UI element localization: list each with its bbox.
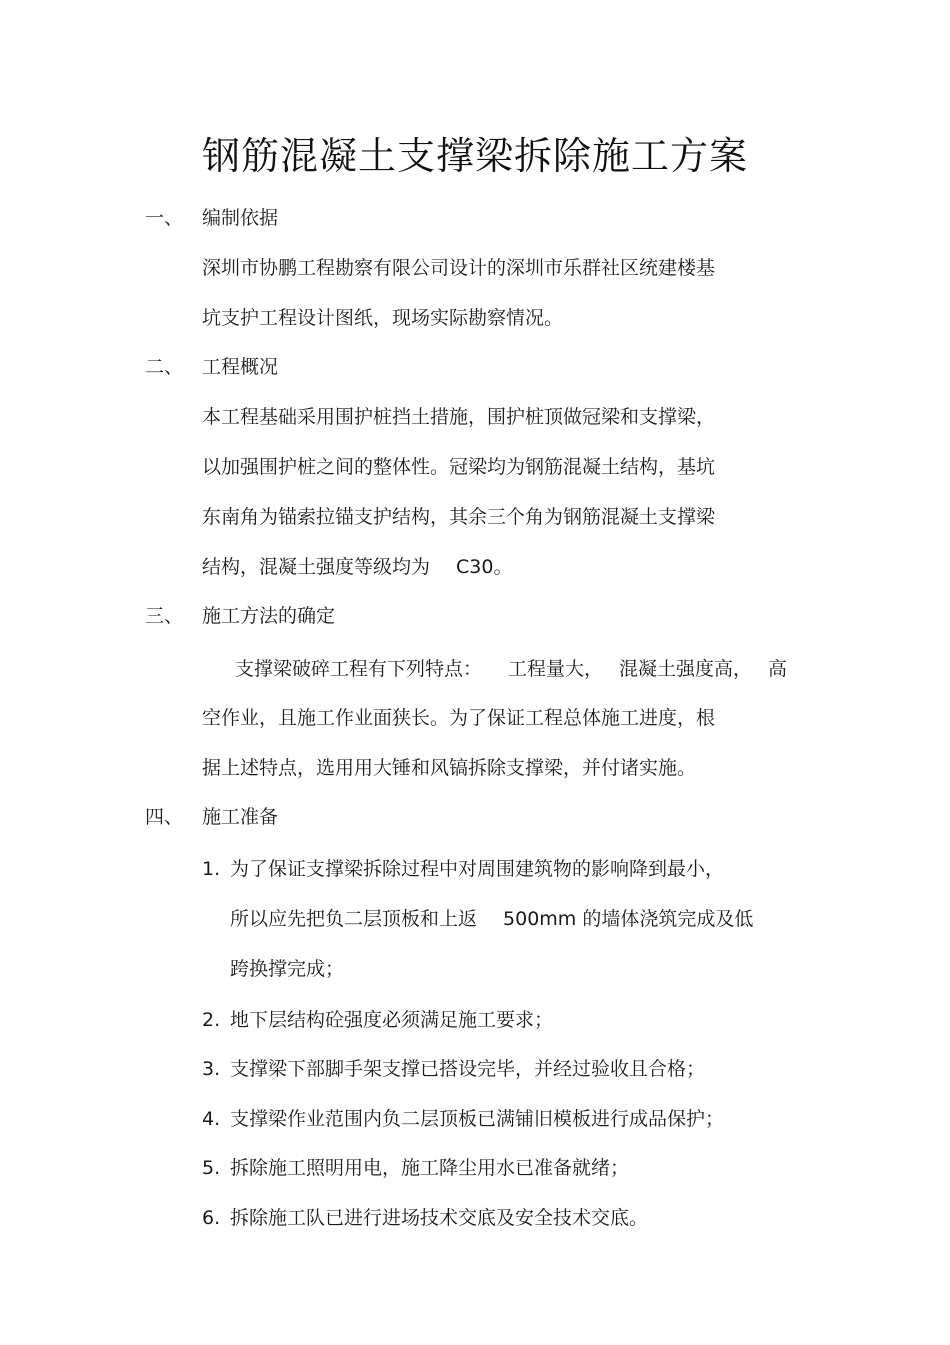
feature-1: 工程量大，	[508, 658, 604, 680]
section-3-line-3: 据上述特点，选用用大锤和风镐拆除支撑梁，并付诸实施。	[202, 757, 697, 779]
feature-3-start: 高	[768, 658, 788, 680]
item-1-line-2-text: 所以应先把负二层顶板和上返	[230, 908, 478, 930]
section-2-line-1: 本工程基础采用围护桩挡土措施，围护桩顶做冠梁和支撑梁，	[202, 406, 716, 428]
section-2-number: 二、	[145, 356, 184, 378]
strength-grade: C30。	[456, 556, 513, 578]
section-1-line-1: 深圳市协鹏工程勘察有限公司设计的深圳市乐群社区统建楼基	[202, 257, 716, 279]
item-5-number: 5.	[202, 1157, 221, 1179]
document-title: 钢筋混凝土支撑梁拆除施工方案	[201, 134, 748, 178]
features-intro: 支撑梁破碎工程有下列特点：	[235, 658, 483, 680]
item-1-line-1: 为了保证支撑梁拆除过程中对周围建筑物的影响降到最小，	[230, 858, 725, 880]
item-3-number: 3.	[202, 1058, 221, 1080]
section-3-line-1	[235, 655, 787, 683]
item-4-number: 4.	[202, 1108, 221, 1130]
item-1-line-3: 跨换撑完成；	[230, 958, 345, 980]
item-1-line-2	[230, 905, 753, 933]
item-1-number: 1.	[202, 858, 221, 880]
section-2-line-3: 东南角为锚索拉锚支护结构，其余三个角为钢筋混凝土支撑梁	[202, 506, 716, 528]
item-1-line-2-dimension: 500mm 的墙体浇筑完成及低	[503, 908, 754, 930]
section-2-line-2: 以加强围护桩之间的整体性。冠梁均为钢筋混凝土结构，基坑	[202, 456, 716, 478]
item-6-number: 6.	[202, 1207, 221, 1229]
section-4-number: 四、	[145, 806, 184, 828]
item-2-number: 2.	[202, 1009, 221, 1031]
item-3-text: 支撑梁下部脚手架支撑已搭设完毕，并经过验收且合格；	[230, 1058, 706, 1080]
item-2-text: 地下层结构砼强度必须满足施工要求；	[230, 1009, 554, 1031]
section-1-line-2: 坑支护工程设计图纸，现场实际勘察情况。	[202, 307, 564, 329]
section-1-number: 一、	[145, 207, 184, 229]
feature-2: 混凝土强度高，	[619, 658, 753, 680]
item-5-text: 拆除施工照明用电，施工降尘用水已准备就绪；	[230, 1157, 630, 1179]
section-3-number: 三、	[145, 605, 184, 627]
item-4-text: 支撑梁作业范围内负二层顶板已满铺旧模板进行成品保护；	[230, 1108, 725, 1130]
section-2-line-4	[202, 553, 512, 581]
section-3-line-2: 空作业，且施工作业面狭长。为了保证工程总体施工进度，根	[202, 707, 716, 729]
section-2-line-4-text: 结构，混凝土强度等级均为	[202, 556, 431, 578]
section-2-heading: 工程概况	[202, 356, 279, 378]
item-6-text: 拆除施工队已进行进场技术交底及安全技术交底。	[230, 1207, 649, 1229]
section-4-heading: 施工准备	[202, 806, 279, 828]
section-1-heading: 编制依据	[202, 207, 279, 229]
section-3-heading: 施工方法的确定	[202, 605, 336, 627]
